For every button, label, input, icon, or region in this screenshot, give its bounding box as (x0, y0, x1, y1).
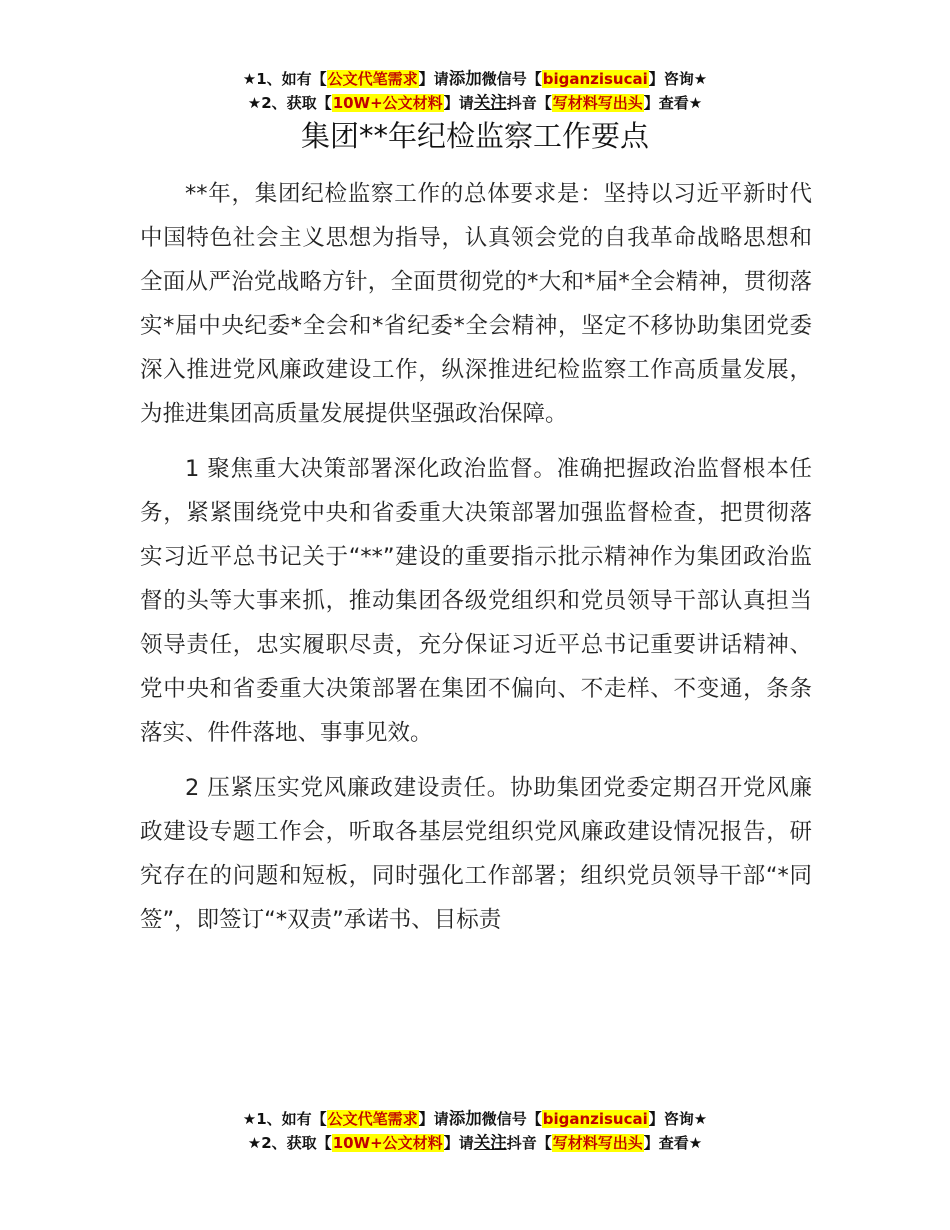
banner-text: 】请 (443, 94, 474, 112)
document-body (140, 172, 812, 953)
banner-line-2 (0, 91, 950, 115)
paragraph-overall-requirements: **年，集团纪检监察工作的总体要求是：坚持以习近平新时代中国特色社会主义思想为指导，认真领会党的自我革命战略思想和全面从严治党战略方针，全面贯彻党的*大和*届*全会精神，贯彻落实*届中央纪委*全会和*省纪委*全会精神，坚定不移协助集团党委深入推进党风廉政建设工作，纵深推进纪检监察工作高质量发展，为推进集团高质量发展提供坚强政治保障。 (140, 181, 812, 427)
banner-text: 】查看★ (643, 1134, 703, 1152)
paragraph-political-supervision: 1 聚焦重大决策部署深化政治监督。准确把握政治监督根本任务，紧紧围绕党中央和省委重大决策部署加强监督检查，把贯彻落实习近平总书记关于“**”建设的重要指示批示精神作为集团政治监督的头等大事来抓，推动集团各级党组织和党员领导干部认真担当领导责任，忠实履职尽责，充分保证习近平总书记重要讲话精神、党中央和省委重大决策部署在集团不偏向、不走样、不变通，条条落实、件件落地、事事见效。 (140, 456, 812, 746)
header-banner (0, 67, 950, 115)
banner-text: 】请 (418, 1110, 449, 1128)
banner-highlight-materials: 10W+公文材料 (332, 1134, 443, 1152)
banner-highlight-service: 公文代笔需求 (327, 70, 418, 88)
banner-text: 】请 (418, 70, 449, 88)
banner-emphasis: 关注 (473, 1133, 507, 1152)
banner-highlight-materials: 10W+公文材料 (332, 94, 443, 112)
banner-emphasis: 添加 (448, 69, 482, 88)
banner-line-1 (0, 1107, 950, 1131)
banner-text: ★1、如有【 (242, 1110, 327, 1128)
banner-highlight-wechat-id: biganzisucai (542, 70, 648, 88)
banner-emphasis: 关注 (473, 93, 507, 112)
banner-line-2 (0, 1131, 950, 1155)
footer-banner (0, 1107, 950, 1155)
banner-text: 】咨询★ (648, 70, 708, 88)
banner-text: 微信号【 (481, 1110, 542, 1128)
banner-highlight-wechat-id: biganzisucai (542, 1110, 648, 1128)
banner-text: 抖音【 (506, 94, 552, 112)
banner-highlight-douyin-id: 写材料写出头 (552, 94, 643, 112)
banner-text: 】咨询★ (648, 1110, 708, 1128)
banner-line-1 (0, 67, 950, 91)
banner-text: ★2、获取【 (247, 94, 332, 112)
banner-emphasis: 添加 (448, 1109, 482, 1128)
banner-highlight-service: 公文代笔需求 (327, 1110, 418, 1128)
banner-text: 】查看★ (643, 94, 703, 112)
banner-highlight-douyin-id: 写材料写出头 (552, 1134, 643, 1152)
banner-text: ★1、如有【 (242, 70, 327, 88)
banner-text: 微信号【 (481, 70, 542, 88)
document-title: 集团**年纪检监察工作要点 (300, 119, 649, 153)
paragraph-responsibility: 2 压紧压实党风廉政建设责任。协助集团党委定期召开党风廉政建设专题工作会，听取各基层党组织党风廉政建设情况报告，研究存在的问题和短板，同时强化工作部署；组织党员领导干部“*同签”，即签订“*双责”承诺书、目标责 (140, 775, 812, 933)
banner-text: 】请 (443, 1134, 474, 1152)
banner-text: 抖音【 (506, 1134, 552, 1152)
banner-text: ★2、获取【 (247, 1134, 332, 1152)
